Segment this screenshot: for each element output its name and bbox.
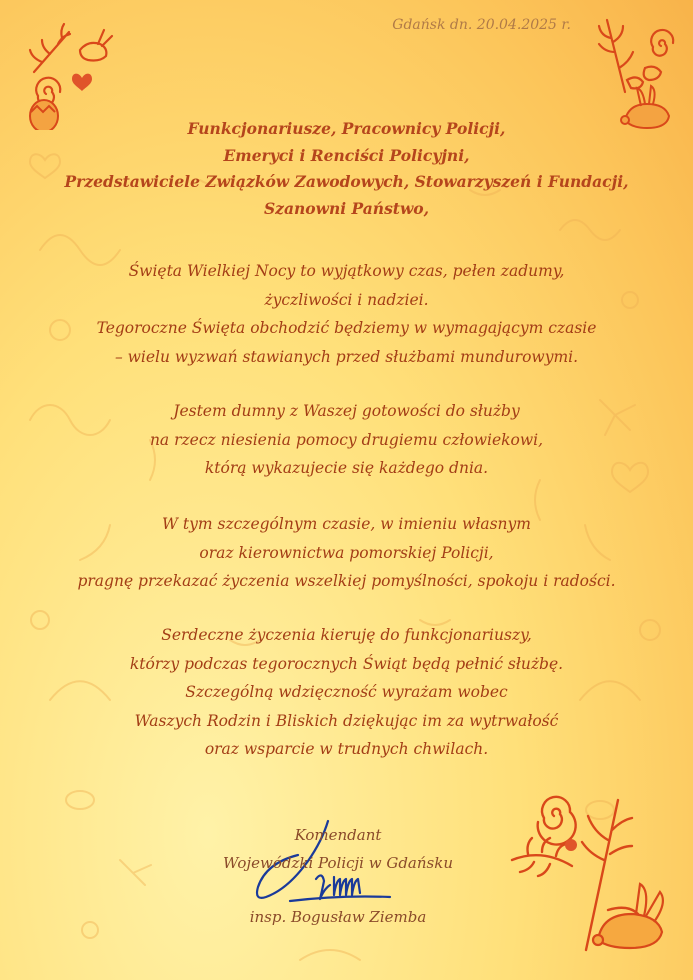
twig-icon bbox=[30, 24, 70, 72]
paragraph-4 bbox=[0, 621, 693, 764]
body-line: oraz kierownictwa pomorskiej Policji, bbox=[199, 543, 494, 562]
body-line: W tym szczególnym czasie, w imieniu własnym bbox=[162, 515, 531, 533]
body-line: którzy podczas tegorocznych Świąt będą pełnić służbę. bbox=[129, 654, 564, 673]
salutation-line: Emeryci i Renciści Policyjni, bbox=[223, 145, 470, 165]
bunny-icon bbox=[80, 30, 112, 61]
bunny-icon bbox=[593, 884, 663, 948]
easter-ornament-top-left bbox=[14, 12, 118, 130]
paragraph-2 bbox=[0, 397, 693, 483]
salutation-line: Szanowni Państwo, bbox=[263, 199, 430, 219]
salutation-block bbox=[0, 116, 693, 223]
body-line: na rzecz niesienia pomocy drugiemu człowiekowi, bbox=[149, 430, 544, 449]
salutation-line: Funkcjonariusze, Pracownicy Policji, bbox=[187, 119, 506, 138]
signatory-title: Wojewódzki Policji w Gdańsku bbox=[223, 854, 453, 872]
easter-ornament-bottom-right bbox=[508, 790, 683, 960]
paragraph-1 bbox=[0, 257, 693, 371]
body-line: którą wykazujecie się każdego dnia. bbox=[204, 459, 489, 477]
swirl-icon bbox=[538, 797, 576, 845]
signatory-name: insp. Bogusław Ziemba bbox=[249, 908, 427, 926]
body-line: pragnę przekazać życzenia wszelkiej pomyślności, spokoju i radości. bbox=[77, 572, 616, 590]
signatory-title: Komendant bbox=[294, 826, 382, 844]
body-line: Święta Wielkiej Nocy to wyjątkowy czas, pełen zadumy, bbox=[128, 262, 565, 280]
body-line: życzliwości i nadziei. bbox=[264, 290, 429, 309]
swirl-icon bbox=[651, 30, 673, 56]
body-line: Serdeczne życzenia kieruję do funkcjonariuszy, bbox=[161, 626, 532, 644]
body-line: Tegoroczne Święta obchodzić będziemy w wymagającym czasie bbox=[96, 319, 597, 337]
body-line: oraz wsparcie w trudnych chwilach. bbox=[204, 740, 489, 758]
paragraph-3 bbox=[0, 510, 693, 596]
body-line: Jestem dumny z Waszej gotowości do służby bbox=[173, 402, 520, 420]
salutation-line: Przedstawiciele Związków Zawodowych, Stowarzyszeń i Fundacji, bbox=[64, 172, 629, 192]
body-line: Szczególną wdzięczność wyrażam wobec bbox=[185, 683, 508, 701]
body-line: Waszych Rodzin i Bliskich dziękując im za wytrwałość bbox=[134, 711, 559, 730]
signature-block bbox=[188, 821, 488, 931]
letter-date: Gdańsk dn. 20.04.2025 r. bbox=[392, 17, 571, 33]
body-line: – wielu wyzwań stawianych przed służbami mundurowymi. bbox=[114, 347, 579, 366]
